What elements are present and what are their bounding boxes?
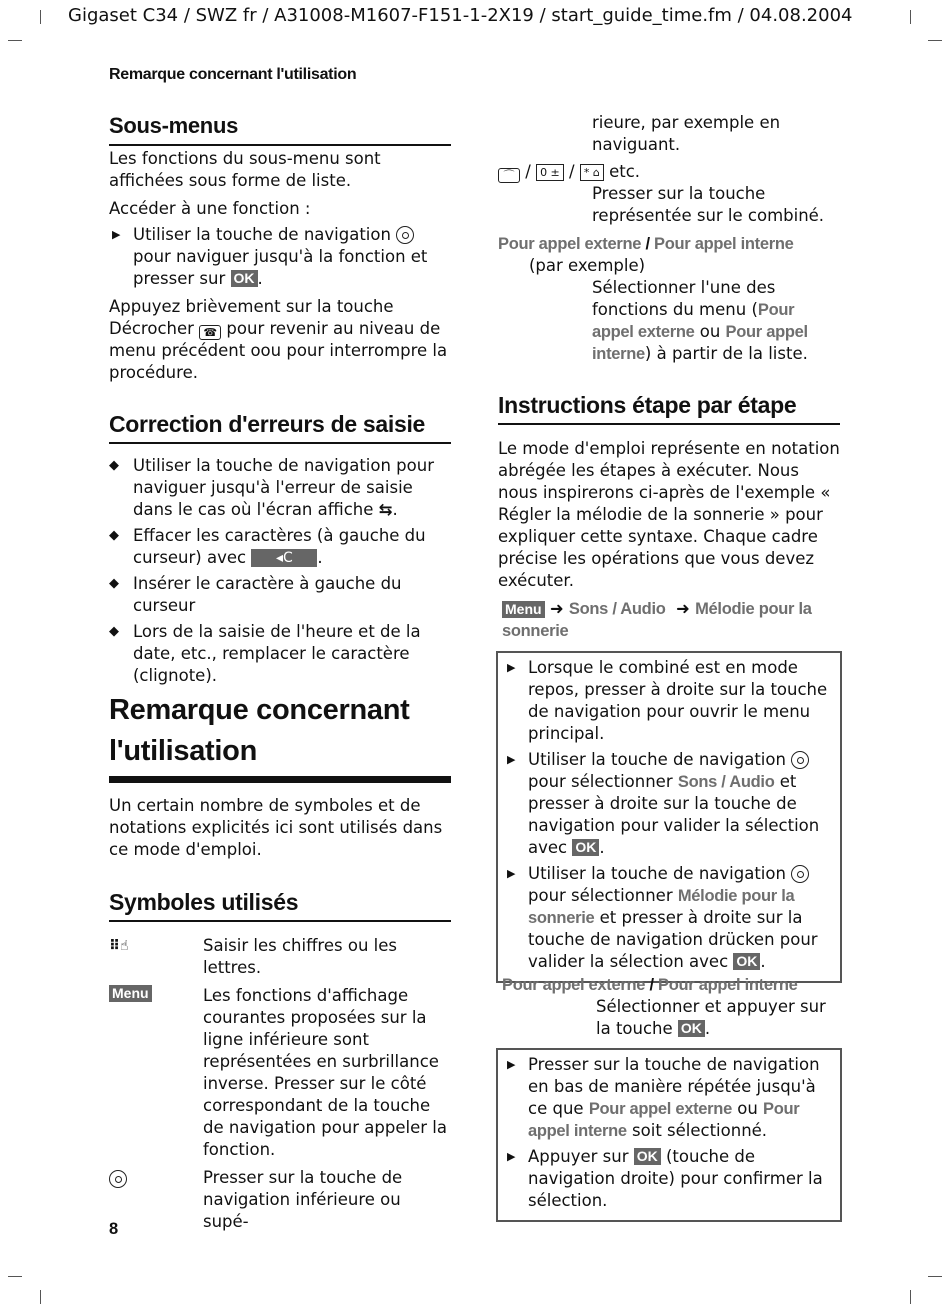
- section-title-remarque: Remarque concernant l'utilisation: [109, 690, 451, 783]
- symbol-description: Presser sur la touche de navigation inférieure ou supé-: [203, 1168, 403, 1231]
- section-title-sous-menus: Sous-menus: [109, 112, 451, 146]
- list-item: ◆ Lors de la saisie de l'heure et de la date, etc., remplacer le caractère (clignote).: [109, 621, 451, 687]
- bullet-item: [504, 749, 834, 859]
- menu-option: Pour appel interne: [658, 976, 798, 994]
- text: pour sélectionner: [528, 886, 673, 905]
- menu-step: Sons / Audio: [568, 600, 666, 618]
- list-item: ◆ Insérer le caractère à gauche du curseur: [109, 573, 451, 617]
- text: pour revenir au niveau de menu précédent oou pour interrompre la procédure.: [109, 319, 448, 382]
- arrow-icon: ➜: [676, 599, 690, 618]
- text: .: [392, 500, 398, 519]
- ok-key: OK: [634, 1148, 661, 1165]
- text: et presser à droite sur la touche de navigation drücken pour valider la sélection avec: [528, 908, 818, 971]
- text: Utiliser la touche de navigation pour naviguer jusqu'à l'erreur de saisie dans le cas où l'écran affiche: [133, 456, 434, 519]
- text: Sélectionner et appuyer sur la touche: [596, 997, 826, 1038]
- crop-mark: [910, 10, 911, 24]
- text: Appuyer sur: [528, 1147, 629, 1166]
- text: .: [599, 838, 605, 857]
- symbol-row: [109, 985, 451, 1161]
- symbol-row: [109, 935, 451, 979]
- text: /: [649, 976, 654, 994]
- menu-option: Pour appel externe: [498, 235, 642, 253]
- text: etc.: [609, 162, 641, 181]
- paragraph: Les fonctions du sous-menu sont affichées sous forme de liste.: [109, 149, 381, 190]
- keys-line: [498, 161, 840, 183]
- crop-mark: [910, 1290, 911, 1304]
- remarque-paragraph: Un certain nombre de symboles et de notations explicités ici sont utilisés dans ce mode d'emploi.: [109, 796, 443, 859]
- bullet-item: [109, 224, 451, 290]
- bullet-item: [504, 1054, 834, 1142]
- text: ou: [699, 322, 721, 341]
- option-description: [596, 996, 840, 1040]
- navigation-key-icon: [109, 1170, 127, 1188]
- crop-mark: [928, 40, 942, 41]
- section-title-symboles: Symboles utilisés: [109, 888, 451, 922]
- menu-step: Mélodie pour la sonnerie: [502, 600, 812, 640]
- menu-example: [498, 233, 840, 255]
- text: ou: [737, 1099, 758, 1118]
- menu-option: Pour appel interne: [654, 235, 794, 253]
- text: Utiliser la touche de navigation: [528, 750, 786, 769]
- text: ) à partir de la liste.: [644, 344, 808, 363]
- arrow-icon: ➜: [549, 599, 564, 618]
- ok-key: OK: [572, 839, 599, 856]
- menu-option: Pour appel externe: [592, 301, 795, 341]
- section-title-correction: Correction d'erreurs de saisie: [109, 410, 451, 444]
- menu-path: [502, 598, 838, 642]
- crop-mark: [8, 40, 22, 41]
- handset-key-icon: ⌒: [498, 168, 520, 183]
- text: /: [525, 162, 531, 181]
- text: Effacer les caractères (à gauche du curseur) avec: [133, 526, 426, 567]
- bullet-item: [504, 863, 834, 973]
- symbol-description: Les fonctions d'affichage courantes proposées sur la ligne inférieure sont représentées en surbrillance inverse. Presser sur le côté correspondant de la touche de navigation pour appeler la fonction.: [203, 986, 447, 1159]
- continued-text: rieure, par exemple en naviguant.: [592, 113, 781, 154]
- text: /: [645, 235, 650, 253]
- paragraph: [109, 296, 451, 384]
- navigation-key-icon: [396, 226, 414, 244]
- bullet-item: ▶ Lorsque le combiné est en mode repos, presser à droite sur la touche de navigation pour ouvrir le menu principal.: [504, 657, 834, 745]
- bullet-item: [504, 1146, 834, 1212]
- sous-menus-body: [109, 148, 451, 384]
- keys-description: Presser sur la touche représentée sur le combiné.: [592, 184, 825, 225]
- text: pour sélectionner: [528, 772, 673, 791]
- talk-key-icon: ☎: [199, 325, 221, 340]
- menu-key: Menu: [502, 601, 545, 618]
- text: .: [760, 952, 766, 971]
- crop-mark: [928, 1276, 942, 1277]
- paragraph: Accéder à une fonction :: [109, 199, 311, 218]
- text: soit sélectionné.: [632, 1121, 768, 1140]
- text: Utiliser la touche de navigation: [133, 225, 391, 244]
- menu-option: Pour appel externe: [588, 1100, 732, 1118]
- menu-option: Mélodie pour la sonnerie: [528, 887, 795, 927]
- clear-key: ◂C: [251, 549, 317, 567]
- symbols-list: [109, 935, 451, 1233]
- instruction-box: [496, 651, 842, 983]
- page-number: 8: [109, 1220, 118, 1238]
- navigation-key-icon: [791, 751, 809, 769]
- section-title-instructions: Instructions étape par étape: [498, 391, 840, 425]
- ok-key: OK: [231, 270, 258, 287]
- text: /: [569, 162, 575, 181]
- menu-key: Menu: [109, 985, 152, 1002]
- document-header: Gigaset C34 / SWZ fr / A31008-M1607-F151-1-2X19 / start_guide_time.fm / 04.08.2004: [68, 5, 853, 26]
- text: Appuyez brièvement sur la touche Décrocher: [109, 297, 394, 338]
- text: .: [257, 269, 263, 288]
- crop-mark: [40, 1290, 41, 1304]
- ok-key: OK: [678, 1020, 705, 1037]
- correction-body: [109, 455, 451, 687]
- text: Presser sur la touche de navigation en bas de manière répétée jusqu'à ce que: [528, 1055, 820, 1118]
- instruction-box: [496, 1048, 842, 1222]
- option-example: [502, 974, 840, 996]
- zero-key-icon: 0 ±: [536, 164, 564, 181]
- text: .: [704, 1019, 711, 1038]
- menu-option: Pour appel interne: [592, 323, 808, 363]
- list-item: [109, 525, 451, 569]
- symbol-description: Saisir les chiffres ou les lettres.: [203, 936, 397, 977]
- text: et presser à droite sur la touche de navigation pour valider la sélection avec: [528, 772, 820, 857]
- instructions-paragraph: Le mode d'emploi représente en notation abrégée les étapes à exécuter. Nous nous inspirerons ci-après de l'exemple « Régler la mélodie de la sonnerie » pour expliquer cette syntaxe. Chaque cadre précise les opérations que vous devez exécuter.: [498, 439, 840, 590]
- running-head: Remarque concernant l'utilisation: [109, 66, 357, 83]
- crop-mark: [8, 1276, 22, 1277]
- example-note: (par exemple): [529, 256, 646, 275]
- text: Utiliser la touche de navigation: [528, 864, 786, 883]
- text: pour naviguer jusqu'à la fonction et presser sur: [133, 247, 428, 288]
- arrows-symbol: ⇆: [378, 500, 393, 519]
- menu-option: Pour appel externe: [502, 976, 646, 994]
- menu-option: Sons / Audio: [677, 773, 775, 791]
- example-description: [592, 277, 840, 365]
- text: .: [317, 548, 323, 567]
- navigation-key-icon: [791, 865, 809, 883]
- list-item: [109, 455, 451, 521]
- crop-mark: [40, 10, 41, 24]
- star-key-icon: * ⌂: [580, 164, 604, 181]
- symbol-row: [109, 1167, 451, 1233]
- ok-key: OK: [733, 953, 760, 970]
- keypad-icon: ⠿☝: [109, 938, 129, 954]
- text: (touche de navigation droite) pour confirmer la sélection.: [528, 1147, 823, 1210]
- menu-option: Pour appel interne: [528, 1100, 800, 1140]
- text: Sélectionner l'une des fonctions du menu (: [592, 278, 776, 319]
